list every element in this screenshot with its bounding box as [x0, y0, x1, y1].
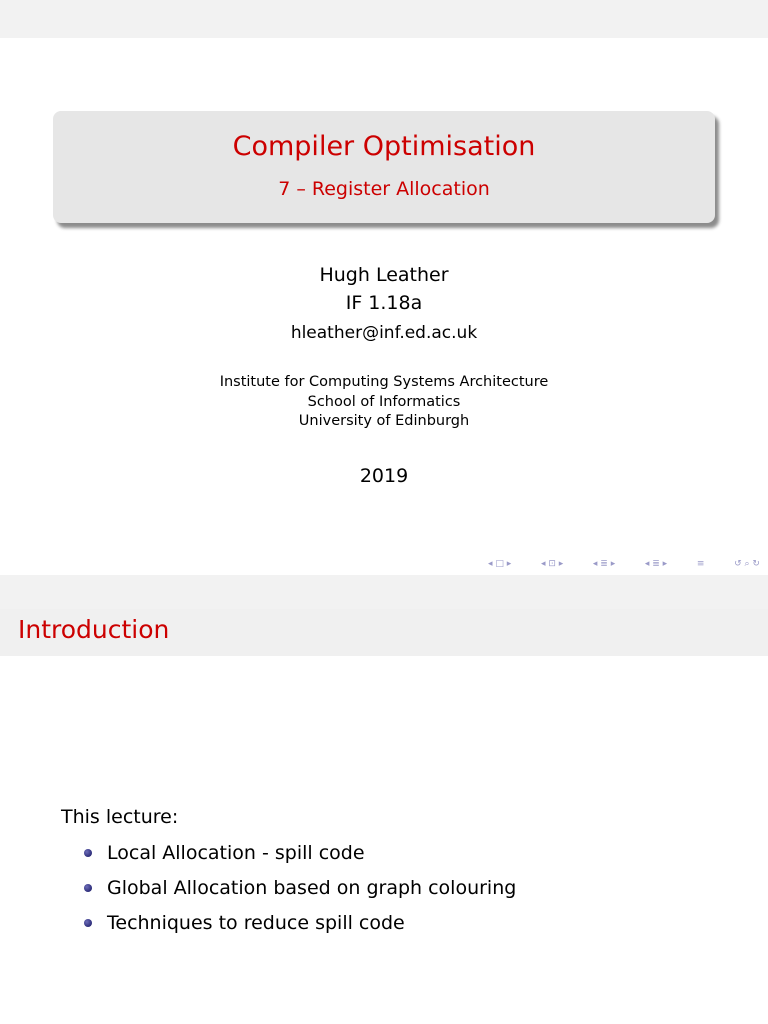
bullet-text: Global Allocation based on graph colouring: [107, 877, 517, 899]
title-box: [53, 111, 715, 223]
author-email: hleather@inf.ed.ac.uk: [290, 323, 478, 343]
list-item: [82, 839, 516, 874]
bullet-icon: [84, 919, 92, 927]
institute-line: School of Informatics: [307, 394, 461, 410]
nav-prev-section-icon[interactable]: ◂ ≣ ▸: [592, 559, 616, 569]
bullet-icon: [84, 849, 92, 857]
list-item: [82, 874, 516, 909]
course-code: IF 1.18a: [345, 292, 423, 314]
nav-prev-slide-icon[interactable]: ◂ □ ▸: [488, 559, 512, 569]
bullet-text: Local Allocation - spill code: [107, 842, 365, 864]
beamer-navigation-bar: [488, 556, 760, 572]
presentation-date: 2019: [359, 465, 409, 487]
title-slide: [0, 38, 768, 575]
institute-line: Institute for Computing Systems Architecture: [219, 374, 549, 390]
frame-title-bar: [0, 609, 768, 656]
nav-next-section-icon[interactable]: ◂ ≣ ▸: [644, 559, 668, 569]
intro-text: This lecture:: [61, 806, 179, 828]
nav-frame-icon[interactable]: ◂ ⊡ ▸: [540, 559, 564, 569]
presentation-subtitle: 7 – Register Allocation: [278, 178, 490, 200]
institute-line: University of Edinburgh: [298, 413, 470, 429]
viewer-top-bar: [0, 0, 768, 38]
list-item: [82, 909, 516, 944]
frame-title: Introduction: [18, 615, 170, 644]
bullet-list: [82, 839, 516, 944]
nav-search-icon[interactable]: ↺ ⌕ ↻: [734, 559, 760, 569]
presentation-title: Compiler Optimisation: [232, 131, 536, 162]
bullet-icon: [84, 884, 92, 892]
bullet-text: Techniques to reduce spill code: [107, 912, 405, 934]
nav-align-icon[interactable]: ≡: [696, 559, 705, 569]
content-slide: [0, 609, 768, 1024]
slide-separator: [0, 575, 768, 609]
author-name: Hugh Leather: [319, 264, 449, 286]
